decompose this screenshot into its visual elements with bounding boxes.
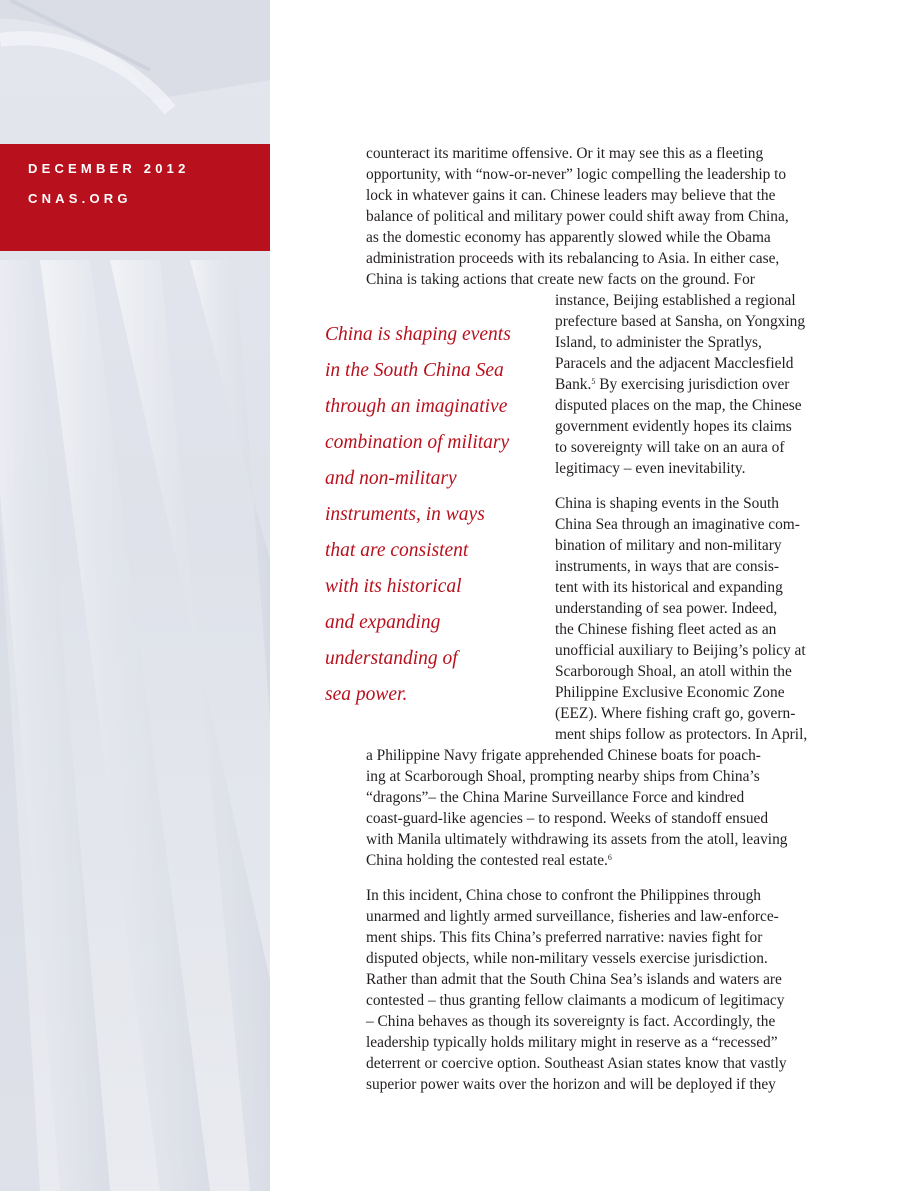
text-line: superior power waits over the horizon and will be deployed if they	[366, 1076, 776, 1093]
text-line	[366, 850, 787, 871]
text-line: instance, Beijing established a regional	[555, 292, 796, 309]
pull-quote-line: and non-military	[325, 468, 457, 489]
text-line: legitimacy – even inevitability.	[555, 460, 746, 477]
text-line: leadership typically holds military might in reserve as a “recessed”	[366, 1034, 778, 1051]
text-line: Philippine Exclusive Economic Zone	[555, 684, 785, 701]
text-line: as the domestic economy has apparently slowed while the Obama	[366, 229, 771, 246]
text-line: prefecture based at Sansha, on Yongxing	[555, 313, 806, 330]
text-line: the Chinese fishing fleet acted as an	[555, 621, 777, 638]
pull-quote-line: in the South China Sea	[325, 360, 504, 381]
paragraph-1-full	[366, 143, 789, 290]
pull-quote-line: with its historical	[325, 576, 462, 597]
text-line: China Sea through an imaginative com-	[555, 516, 800, 533]
text-line: Rather than admit that the South China Sea’s islands and waters are	[366, 971, 782, 988]
text-line: In this incident, China chose to confront the Philippines through	[366, 887, 761, 904]
pull-quote-line: through an imaginative	[325, 396, 508, 417]
text-line: to sovereignty will take on an aura of	[555, 439, 785, 456]
pull-quote-line: combination of military	[325, 432, 510, 453]
text-line: a Philippine Navy frigate apprehended Chinese boats for poach-	[366, 747, 761, 764]
text-fragment: China holding the contested real estate.	[366, 852, 608, 869]
text-fragment: By exercising jurisdiction over	[599, 376, 790, 393]
text-line: – China behaves as though its sovereignty is fact. Accordingly, the	[366, 1013, 776, 1030]
text-line: balance of political and military power could shift away from China,	[366, 208, 789, 225]
text-line: instruments, in ways that are consis-	[555, 558, 779, 575]
issue-date: DECEMBER 2012	[28, 161, 190, 176]
pull-quote-line: China is shaping events	[325, 324, 511, 345]
paragraph-2-narrow	[555, 493, 807, 745]
text-line: contested – thus granting fellow claimants a modicum of legitimacy	[366, 992, 785, 1009]
footnote-marker: 5	[591, 377, 596, 386]
text-line: unofficial auxiliary to Beijing’s policy at	[555, 642, 806, 659]
text-line: with Manila ultimately withdrawing its assets from the atoll, leaving	[366, 831, 788, 848]
text-line: opportunity, with “now-or-never” logic compelling the leadership to	[366, 166, 787, 183]
paragraph-1-narrow	[555, 290, 805, 479]
text-line: Scarborough Shoal, an atoll within the	[555, 663, 792, 680]
text-line: disputed objects, while non-military vessels exercise jurisdiction.	[366, 950, 768, 967]
text-line: China is taking actions that create new facts on the ground. For	[366, 271, 755, 288]
text-line: lock in whatever gains it can. Chinese leaders may believe that the	[366, 187, 776, 204]
text-line: deterrent or coercive option. Southeast Asian states know that vastly	[366, 1055, 787, 1072]
paragraph-2-full	[366, 745, 787, 871]
text-line: tent with its historical and expanding	[555, 579, 783, 596]
text-line: (EEZ). Where fishing craft go, govern-	[555, 705, 796, 722]
text-line: administration proceeds with its rebalancing to Asia. In either case,	[366, 250, 780, 267]
text-line: coast-guard-like agencies – to respond. Weeks of standoff ensued	[366, 810, 769, 827]
pull-quote-line: that are consistent	[325, 540, 469, 561]
text-line: counteract its maritime offensive. Or it may see this as a fleeting	[366, 145, 764, 162]
text-line: “dragons”– the China Marine Surveillance Force and kindred	[366, 789, 745, 806]
text-line: understanding of sea power. Indeed,	[555, 600, 778, 617]
text-line: bination of military and non-military	[555, 537, 782, 554]
pull-quote-line: understanding of	[325, 648, 458, 669]
paragraph-3	[366, 885, 787, 1095]
text-line: ment ships follow as protectors. In April,	[555, 726, 808, 743]
text-line: China is shaping events in the South	[555, 495, 780, 512]
website-label: CNAS.ORG	[28, 191, 132, 206]
pull-quote-line: and expanding	[325, 612, 441, 633]
text-line: Paracels and the adjacent Macclesfield	[555, 355, 794, 372]
pull-quote-line: sea power.	[325, 684, 408, 705]
text-fragment: Bank.	[555, 376, 592, 393]
text-line	[555, 374, 805, 395]
text-line: ing at Scarborough Shoal, prompting nearby ships from China’s	[366, 768, 760, 785]
text-line: Island, to administer the Spratlys,	[555, 334, 762, 351]
text-line: disputed places on the map, the Chinese	[555, 397, 802, 414]
footnote-marker: 6	[607, 853, 612, 862]
text-line: ment ships. This fits China’s preferred narrative: navies fight for	[366, 929, 763, 946]
header-red-band	[0, 144, 270, 251]
pull-quote-line: instruments, in ways	[325, 504, 485, 525]
pull-quote	[325, 317, 540, 713]
text-line: government evidently hopes its claims	[555, 418, 792, 435]
text-line: unarmed and lightly armed surveillance, fisheries and law-enforce-	[366, 908, 779, 925]
